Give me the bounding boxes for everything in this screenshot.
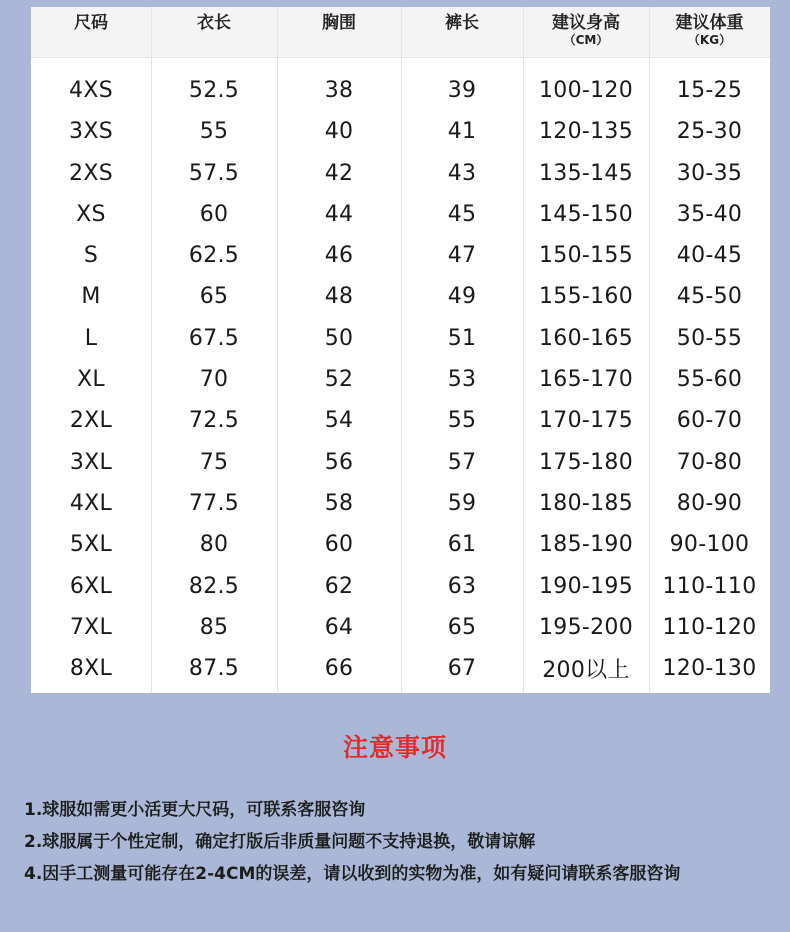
cell-size: 2XS [69, 160, 113, 186]
table-row [31, 566, 770, 607]
cell-height: 165-170 [538, 367, 634, 393]
table-row [31, 111, 770, 152]
cell-length: 55 [199, 119, 229, 145]
cell-height: 100-120 [538, 78, 634, 103]
cell-pants: 63 [447, 573, 477, 599]
cell-chest: 44 [324, 201, 354, 227]
cell-chest: 52 [324, 367, 354, 393]
cell-size: XL [77, 367, 105, 393]
cell-length: 67.5 [188, 325, 240, 351]
table-row [31, 483, 770, 524]
cell-chest: 58 [324, 490, 354, 516]
cell-pants: 49 [447, 284, 477, 310]
cell-weight: 40-45 [676, 243, 743, 269]
cell-length: 85 [199, 614, 229, 640]
cell-size: 7XL [69, 614, 113, 640]
cell-height: 145-150 [538, 201, 634, 227]
cell-length: 75 [199, 449, 229, 475]
header-weight: 建议体重 （KG） [675, 13, 744, 47]
cell-length: 80 [199, 532, 229, 558]
cell-chest: 38 [324, 78, 354, 103]
cell-weight: 25-30 [676, 119, 743, 145]
cell-pants: 55 [447, 408, 477, 434]
cell-chest: 48 [324, 284, 354, 310]
cell-pants: 59 [447, 490, 477, 516]
cell-weight: 60-70 [676, 408, 743, 434]
cell-height: 180-185 [538, 490, 634, 516]
cell-pants: 43 [447, 160, 477, 186]
note-item: 4.因手工测量可能存在2-4CM的误差，请以收到的实物为准，如有疑问请联系客服咨询 [24, 864, 681, 884]
cell-pants: 47 [447, 243, 477, 269]
header-chest: 胸围 [322, 13, 356, 33]
cell-weight: 15-25 [676, 78, 743, 103]
cell-length: 52.5 [188, 78, 240, 103]
cell-length: 57.5 [188, 160, 240, 186]
cell-length: 72.5 [188, 408, 240, 434]
table-row [31, 648, 770, 689]
cell-height: 170-175 [538, 408, 634, 434]
cell-weight: 110-110 [662, 573, 757, 599]
cell-pants: 57 [447, 449, 477, 475]
cell-weight: 120-130 [662, 656, 757, 682]
cell-height: 160-165 [538, 325, 634, 351]
table-row [31, 607, 770, 648]
cell-height: 200以上 [542, 658, 630, 684]
cell-pants: 65 [447, 614, 477, 640]
cell-height: 135-145 [538, 160, 634, 186]
cell-weight: 80-90 [676, 490, 743, 516]
cell-pants: 61 [447, 532, 477, 558]
cell-weight: 30-35 [676, 160, 743, 186]
cell-size: L [84, 325, 98, 351]
cell-size: 2XL [69, 408, 113, 434]
cell-pants: 39 [447, 78, 477, 103]
cell-size: 5XL [69, 532, 113, 558]
cell-chest: 64 [324, 614, 354, 640]
cell-size: 3XS [69, 119, 113, 145]
cell-pants: 53 [447, 367, 477, 393]
table-row [31, 235, 770, 276]
cell-size: M [81, 284, 101, 310]
cell-height: 190-195 [538, 573, 634, 599]
table-row [31, 359, 770, 400]
cell-length: 65 [199, 284, 229, 310]
cell-chest: 56 [324, 449, 354, 475]
cell-chest: 46 [324, 243, 354, 269]
cell-weight: 55-60 [676, 367, 743, 393]
cell-height: 155-160 [538, 284, 634, 310]
cell-pants: 51 [447, 325, 477, 351]
cell-chest: 50 [324, 325, 354, 351]
cell-length: 87.5 [188, 656, 240, 682]
cell-height: 185-190 [538, 532, 634, 558]
cell-chest: 62 [324, 573, 354, 599]
table-row [31, 524, 770, 565]
cell-weight: 45-50 [676, 284, 743, 310]
table-row [31, 70, 770, 111]
cell-size: S [83, 243, 99, 269]
cell-size: 4XL [69, 490, 113, 516]
cell-height: 175-180 [538, 449, 634, 475]
cell-chest: 66 [324, 656, 354, 682]
table-row [31, 318, 770, 359]
table-row [31, 194, 770, 235]
header-height-unit: （CM） [563, 33, 609, 47]
cell-length: 60 [199, 201, 229, 227]
cell-size: 8XL [69, 656, 113, 682]
cell-weight: 70-80 [676, 449, 743, 475]
cell-chest: 40 [324, 119, 354, 145]
cell-length: 77.5 [188, 490, 240, 516]
cell-pants: 67 [447, 656, 477, 682]
cell-weight: 50-55 [676, 325, 743, 351]
cell-size: 4XS [69, 78, 113, 103]
header-size: 尺码 [74, 13, 108, 33]
header-height: 建议身高 （CM） [552, 13, 620, 47]
note-item: 2.球服属于个性定制，确定打版后非质量问题不支持退换，敬请谅解 [24, 832, 536, 852]
table-row [31, 276, 770, 317]
cell-weight: 110-120 [662, 614, 757, 640]
cell-size: XS [76, 201, 106, 227]
cell-length: 62.5 [188, 243, 240, 269]
cell-length: 82.5 [188, 573, 240, 599]
cell-pants: 45 [447, 201, 477, 227]
header-length: 衣长 [197, 13, 231, 33]
cell-size: 6XL [69, 573, 113, 599]
cell-height: 150-155 [538, 243, 634, 269]
cell-chest: 60 [324, 532, 354, 558]
table-row [31, 400, 770, 441]
cell-chest: 54 [324, 408, 354, 434]
cell-weight: 35-40 [676, 201, 743, 227]
note-item: 1.球服如需更小活更大尺码，可联系客服咨询 [24, 800, 366, 820]
cell-height: 120-135 [538, 119, 634, 145]
notes-title: 注意事项 [342, 733, 447, 762]
header-weight-unit: （KG） [687, 33, 732, 47]
table-body [31, 70, 770, 689]
notes-list [24, 798, 784, 894]
cell-length: 70 [199, 367, 229, 393]
cell-chest: 42 [324, 160, 354, 186]
header-pants: 裤长 [445, 13, 479, 33]
table-row [31, 442, 770, 483]
size-chart-table [31, 7, 770, 693]
cell-pants: 41 [447, 119, 477, 145]
cell-size: 3XL [69, 449, 113, 475]
cell-weight: 90-100 [669, 532, 750, 558]
cell-height: 195-200 [538, 614, 634, 640]
table-row [31, 153, 770, 194]
